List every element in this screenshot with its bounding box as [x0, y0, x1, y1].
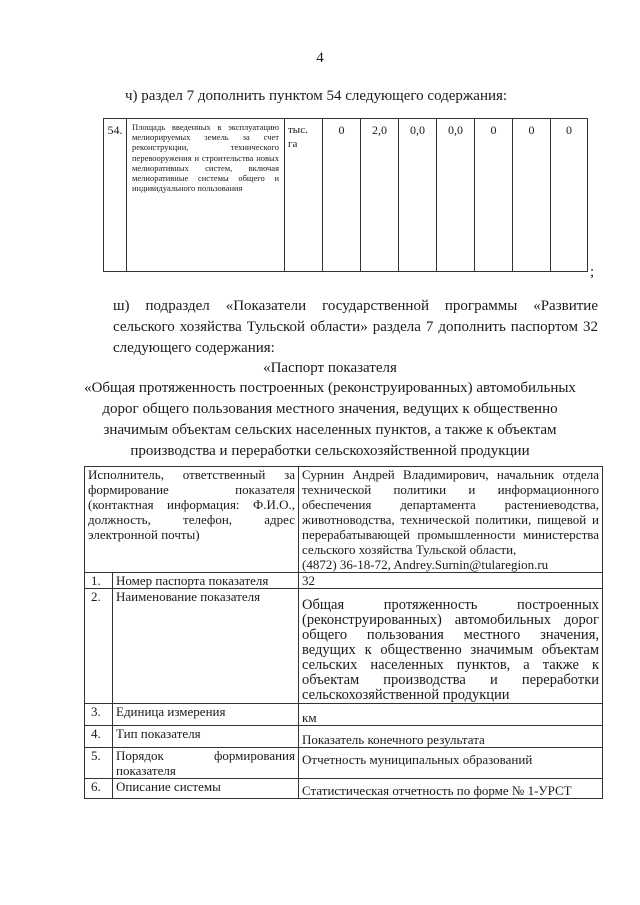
row-value: 0,0 [437, 119, 475, 272]
passport-table [84, 466, 603, 799]
executor-value: Сурнин Андрей Владимирович, начальник отдела технической политики и информационного обеспечения департамента растениеводства, животноводства, технической политики, пищевой и перерабатывающей промышленности министерства сельского хозяйства Тульской области, [302, 467, 599, 557]
row-value: км [299, 704, 603, 726]
table-row [85, 748, 603, 779]
row-number: 5. [85, 748, 113, 779]
row-label: Наименование показателя [113, 589, 299, 704]
row-label: Единица измерения [113, 704, 299, 726]
section-ch-text: ч) раздел 7 дополнить пунктом 54 следующего содержания: [125, 88, 508, 104]
passport-name: «Общая протяженность построенных (реконструированных) автомобильных дорог общего пользования местного значения, ведущих к общественно значимым объектам сельских населенных пунктов, а также к объектам производства и переработки сельскохозяйственной продукции [84, 380, 576, 459]
row-value: 2,0 [361, 119, 399, 272]
row-number: 6. [85, 779, 113, 799]
row-label: Порядок формирования показателя [113, 748, 299, 779]
table-row [104, 119, 588, 272]
passport-title: «Паспорт показателя [263, 360, 397, 376]
section-sh-text: ш) подраздел «Показатели государственной программы «Развитие сельского хозяйства Тульской области» раздела 7 дополнить паспортом 32 следующего содержания: [113, 298, 598, 356]
row-value: Отчетность муниципальных образований [299, 748, 603, 779]
row-value: Показатель конечного результата [299, 726, 603, 748]
row-value: Общая протяженность построенных (реконструированных) автомобильных дорог общего пользования местного значения, ведущих к общественно значимым объектам сельских населенных пунктов, а также к объектам производства и переработки сельскохозяйственной продукции [299, 589, 603, 704]
row-name: Площадь введенных в эксплуатацию мелиорируемых земель за счет реконструкции, технического перевооружения и строительства новых мелиоративных систем, включая мелиоративные системы общего и индивидуального пользования [127, 119, 285, 272]
row-value: 0 [475, 119, 513, 272]
table-row [85, 589, 603, 704]
row-unit: тыс. га [285, 119, 323, 272]
table-row [85, 704, 603, 726]
row-number: 4. [85, 726, 113, 748]
executor-cell [299, 467, 603, 573]
row-value: 32 [299, 573, 603, 589]
table-terminator: ; [590, 264, 595, 280]
row-value: 0 [551, 119, 588, 272]
executor-contact: (4872) 36-18-72, Andrey.Surnin@tularegion.ru [302, 557, 549, 572]
table-row [85, 779, 603, 799]
row-number: 1. [85, 573, 113, 589]
page-number: 4 [316, 50, 324, 66]
table-row [85, 467, 603, 573]
row-label: Описание системы [113, 779, 299, 799]
row-number: 54. [104, 119, 127, 272]
executor-label: Исполнитель, ответственный за формирование показателя (контактная информация: Ф.И.О., должность, телефон, адрес электронной почты) [85, 467, 299, 573]
row-number: 2. [85, 589, 113, 704]
row-value: Статистическая отчетность по форме № 1-УРСТ [299, 779, 603, 799]
table-row [85, 726, 603, 748]
row-label: Тип показателя [113, 726, 299, 748]
row-value: 0 [513, 119, 551, 272]
row-number: 3. [85, 704, 113, 726]
row-value: 0,0 [399, 119, 437, 272]
table-row [85, 573, 603, 589]
row-value: 0 [323, 119, 361, 272]
row-label: Номер паспорта показателя [113, 573, 299, 589]
indicator-54-table [103, 118, 588, 272]
